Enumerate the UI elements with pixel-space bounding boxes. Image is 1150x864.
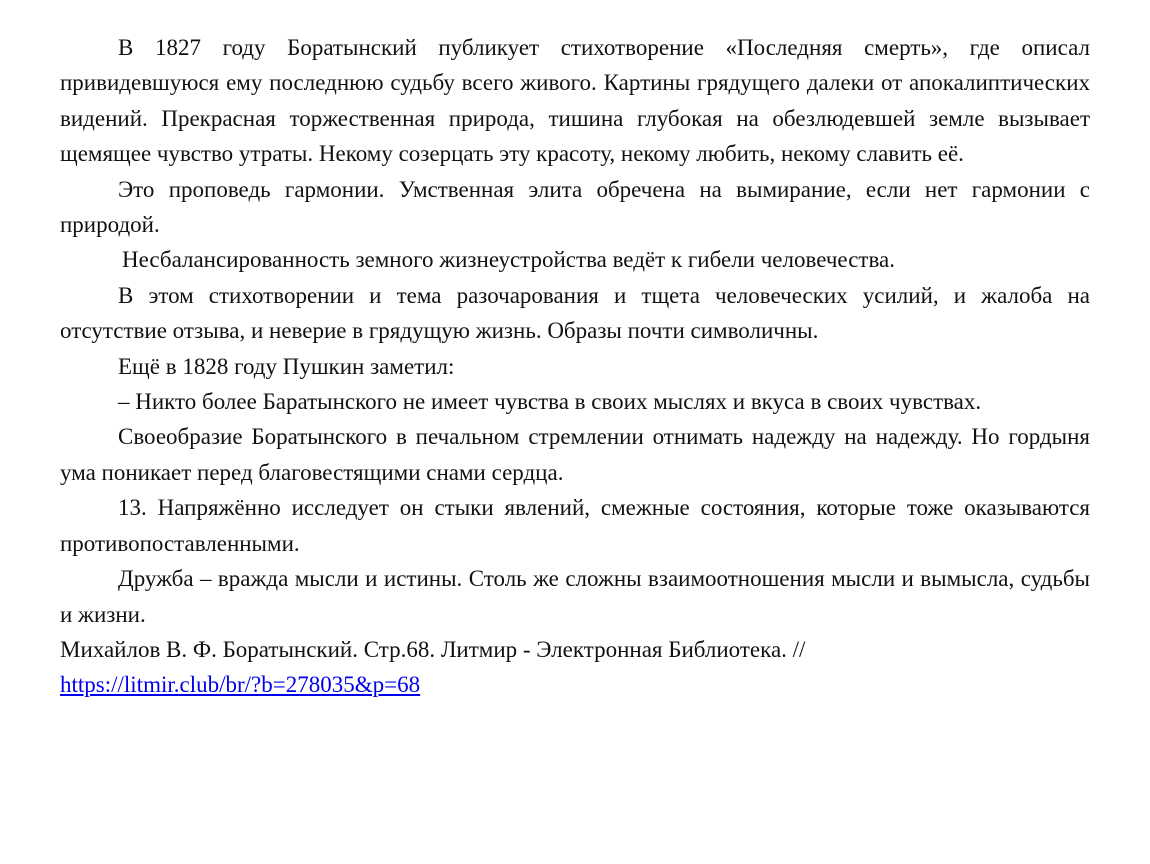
paragraph-4: В этом стихотворении и тема разочарования и тщета человеческих усилий, и жалоба на отсутствие отзыва, и неверие в грядущую жизнь. Образы почти символичны. <box>60 282 1090 344</box>
paragraph-7: Своеобразие Боратынского в печальном стремлении отнимать надежду на надежду. Но гордыня ума поникает перед благовестящими снами сердца. <box>60 424 1090 485</box>
citation-text: Михайлов В. Ф. Боратынский. Стр.68. Литмир - Электронная Библиотека. // <box>60 636 806 662</box>
paragraph-1: В 1827 году Боратынский публикует стихотворение «Последняя смерть», где описал привидевшуюся ему последнюю судьбу всего живого. Картины грядущего далеки от апокалиптических видений. Прекрасная торжественная природа, тишина глубокая на обезлюдевшей земле вызывает щемящее чувство утраты. Некому созерцать эту красоту, некому любить, некому славить её. <box>60 35 1090 167</box>
quote-paragraph: – Никто более Баратынского не имеет чувства в своих мыслях и вкуса в своих чувствах. <box>118 389 982 415</box>
source-link[interactable]: https://litmir.club/br/?b=278035&p=68 <box>60 672 421 698</box>
paragraph-9: Дружба – вражда мысли и истины. Столь же сложны взаимоотношения мысли и вымысла, судьбы и жизни. <box>60 566 1090 627</box>
paragraph-5: Ещё в 1828 году Пушкин заметил: <box>118 353 455 379</box>
source-citation <box>60 632 1090 703</box>
document-body <box>60 30 1090 703</box>
paragraph-8: 13. Напряжённо исследует он стыки явлений, смежные состояния, которые тоже оказываются противопоставленными. <box>60 495 1090 556</box>
paragraph-2: Это проповедь гармонии. Умственная элита обречена на вымирание, если нет гармонии с природой. <box>60 176 1090 238</box>
paragraph-3: Несбалансированность земного жизнеустройства ведёт к гибели человечества. <box>122 247 895 273</box>
